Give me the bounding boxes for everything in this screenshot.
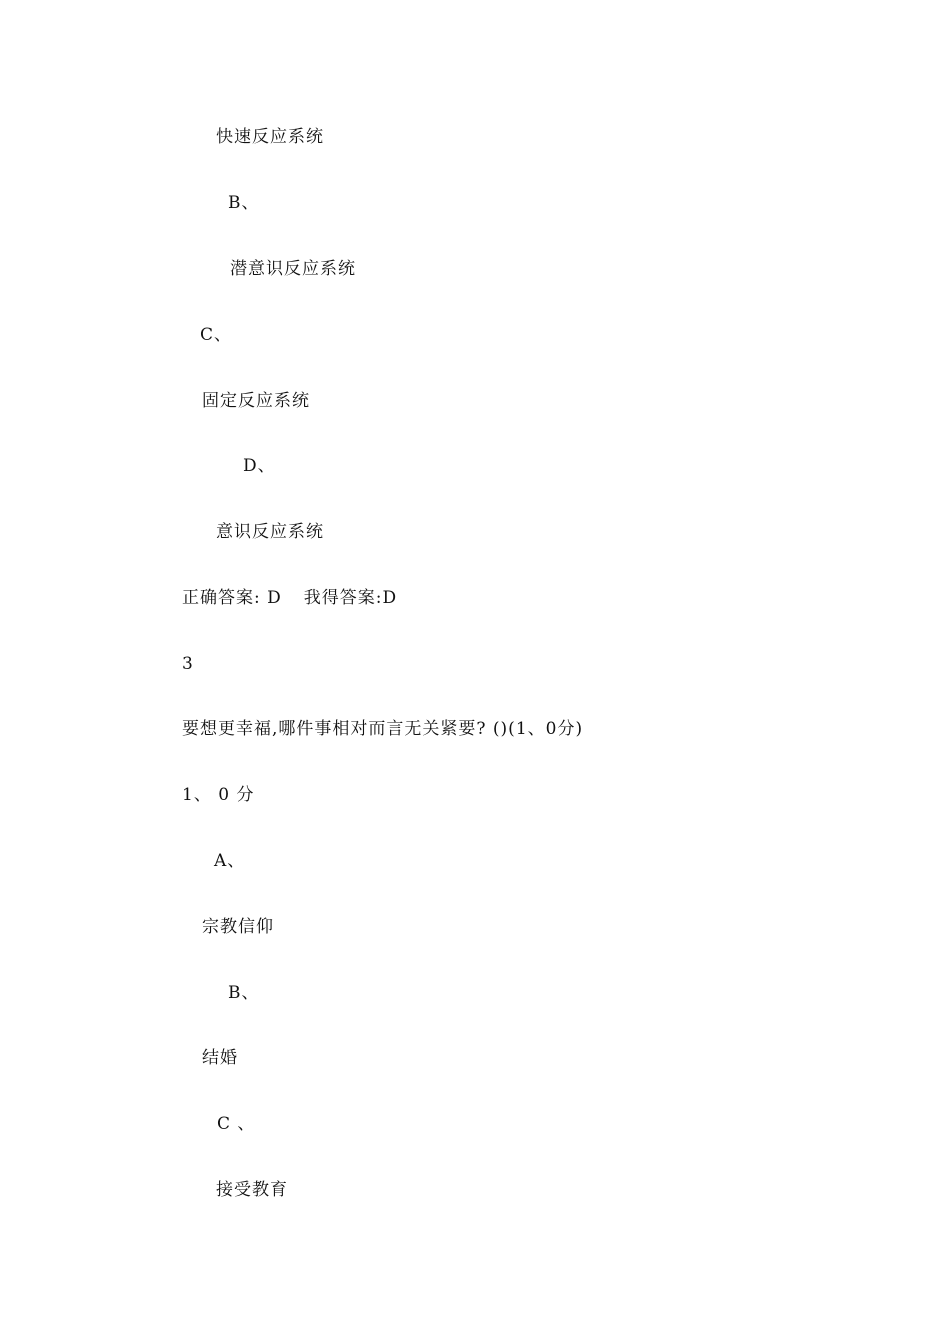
option-c-label-q3: C 、: [217, 1114, 256, 1134]
option-c-text-q3: 接受教育: [216, 1180, 288, 1200]
option-d-label: D、: [243, 456, 276, 476]
answer-line: [182, 587, 397, 609]
question-number: 3: [182, 654, 194, 674]
correct-answer: 正确答案: D: [182, 588, 282, 608]
question-score: 1、 0 分: [182, 785, 255, 805]
option-c-label: C、: [200, 325, 233, 345]
my-answer: 我得答案:D: [303, 588, 398, 608]
option-b-label: B、: [228, 193, 260, 213]
option-a-label: A、: [214, 851, 246, 871]
option-a-text-q3: 宗教信仰: [202, 917, 274, 937]
option-b-label-q3: B、: [228, 983, 260, 1003]
option-b-text: 潜意识反应系统: [230, 259, 356, 279]
question-text: 要想更幸福,哪件事相对而言无关紧要? ()(1、0分): [182, 719, 584, 739]
option-a-text: 快速反应系统: [216, 127, 324, 147]
option-c-text: 固定反应系统: [202, 391, 310, 411]
option-d-text: 意识反应系统: [216, 522, 324, 542]
option-b-text-q3: 结婚: [202, 1048, 238, 1068]
